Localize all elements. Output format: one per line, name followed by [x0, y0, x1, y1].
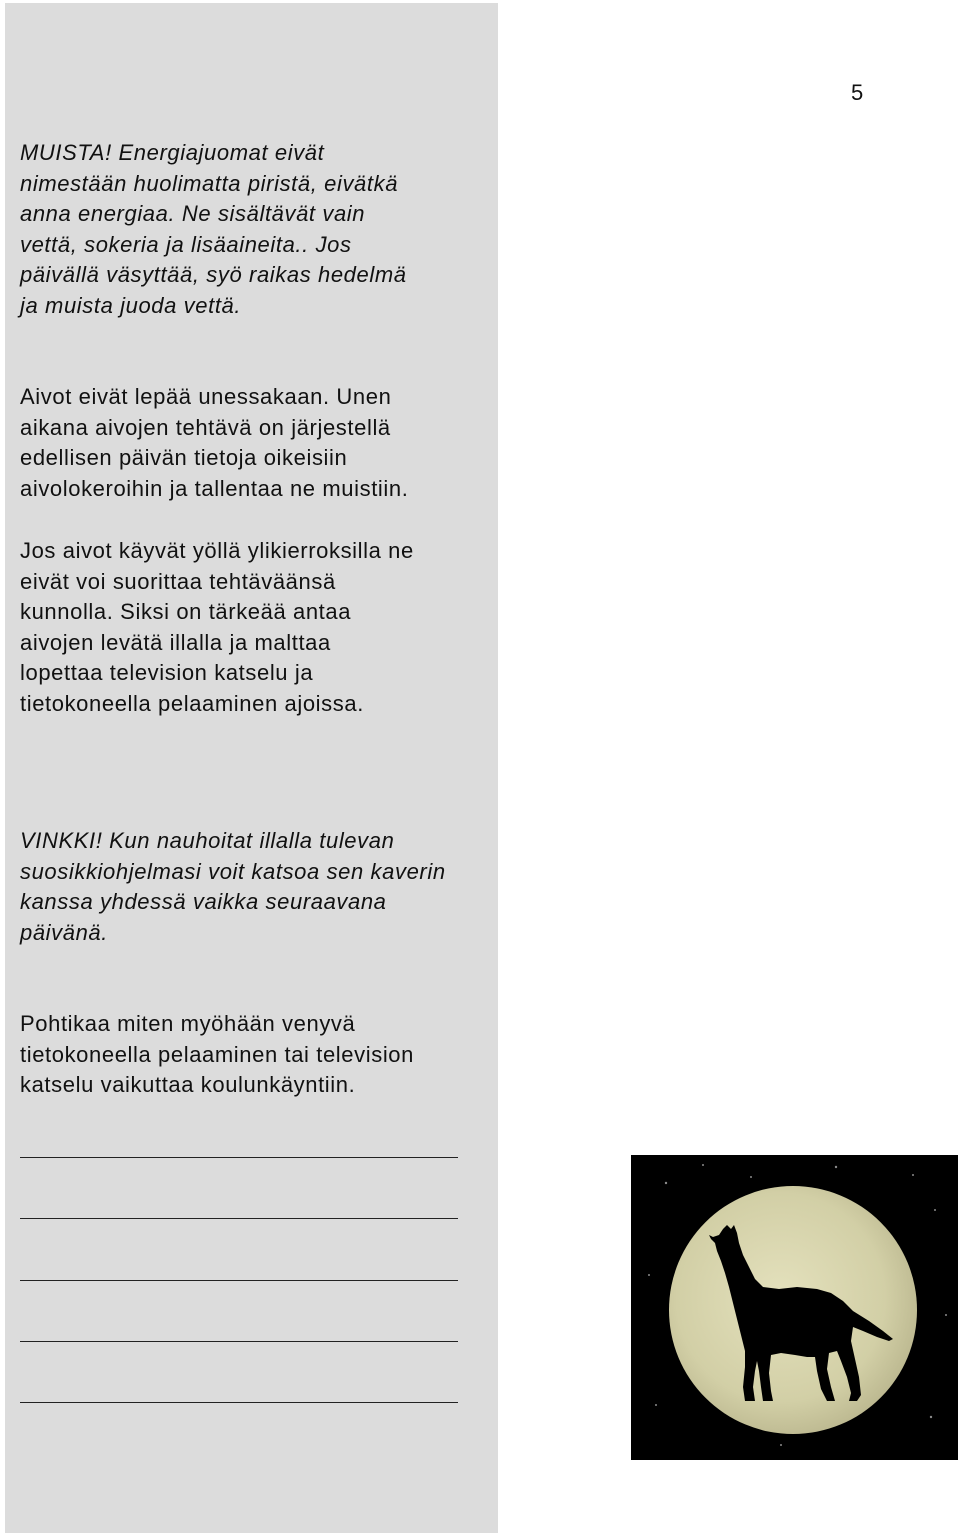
- exercise-prompt: [20, 1009, 500, 1101]
- howling-wolf-moon-icon: [631, 1155, 958, 1460]
- paragraph-line: aikana aivojen tehtävä on järjestellä: [20, 414, 391, 440]
- reminder-line: päivällä väsyttää, syö raikas hedelmä: [20, 262, 407, 288]
- paragraph-line: tietokoneella pelaaminen ajoissa.: [20, 690, 364, 716]
- reminder-line: nimestään huolimatta piristä, eivätkä: [20, 170, 399, 196]
- paragraph-line: edellisen päivän tietoja oikeisiin: [20, 445, 348, 471]
- paragraph-line: aivojen levätä illalla ja malttaa: [20, 629, 331, 655]
- paragraph-line: kunnolla. Siksi on tärkeää antaa: [20, 599, 352, 625]
- tip-line: kanssa yhdessä vaikka seuraavana: [20, 889, 387, 915]
- paragraph-line: aivolokeroihin ja tallentaa ne muistiin.: [20, 475, 409, 501]
- reminder-line: vettä, sokeria ja lisäaineita.. Jos: [20, 231, 352, 257]
- exercise-line: Pohtikaa miten myöhään venyvä: [20, 1011, 356, 1036]
- reminder-line: MUISTA! Energiajuomat eivät: [20, 140, 325, 165]
- reminder-line: ja muista juoda vettä.: [20, 292, 242, 318]
- paragraph-line: Jos aivot käyvät yöllä ylikierroksilla ne: [20, 538, 414, 563]
- reminder-line: anna energiaa. Ne sisältävät vain: [20, 201, 366, 227]
- answer-line[interactable]: [20, 1280, 458, 1281]
- answer-line[interactable]: [20, 1157, 458, 1158]
- sleep-paragraph: [20, 382, 500, 504]
- paragraph-line: Aivot eivät lepää unessakaan. Unen: [20, 384, 392, 409]
- tip-box: [20, 826, 500, 948]
- answer-line[interactable]: [20, 1341, 458, 1342]
- tip-line: VINKKI! Kun nauhoitat illalla tulevan: [20, 828, 395, 853]
- paragraph-line: eivät voi suorittaa tehtäväänsä: [20, 568, 336, 594]
- page-number: 5: [851, 80, 864, 105]
- answer-line[interactable]: [20, 1402, 458, 1403]
- answer-line[interactable]: [20, 1218, 458, 1219]
- tip-line: suosikkiohjelmasi voit katsoa sen kaverin: [20, 858, 446, 884]
- paragraph-line: lopettaa television katselu ja: [20, 660, 314, 686]
- reminder-box: [20, 138, 500, 322]
- exercise-line: tietokoneella pelaaminen tai television: [20, 1041, 414, 1067]
- exercise-line: katselu vaikuttaa koulunkäyntiin.: [20, 1072, 356, 1098]
- overload-paragraph: [20, 536, 500, 720]
- tip-line: päivänä.: [20, 919, 108, 945]
